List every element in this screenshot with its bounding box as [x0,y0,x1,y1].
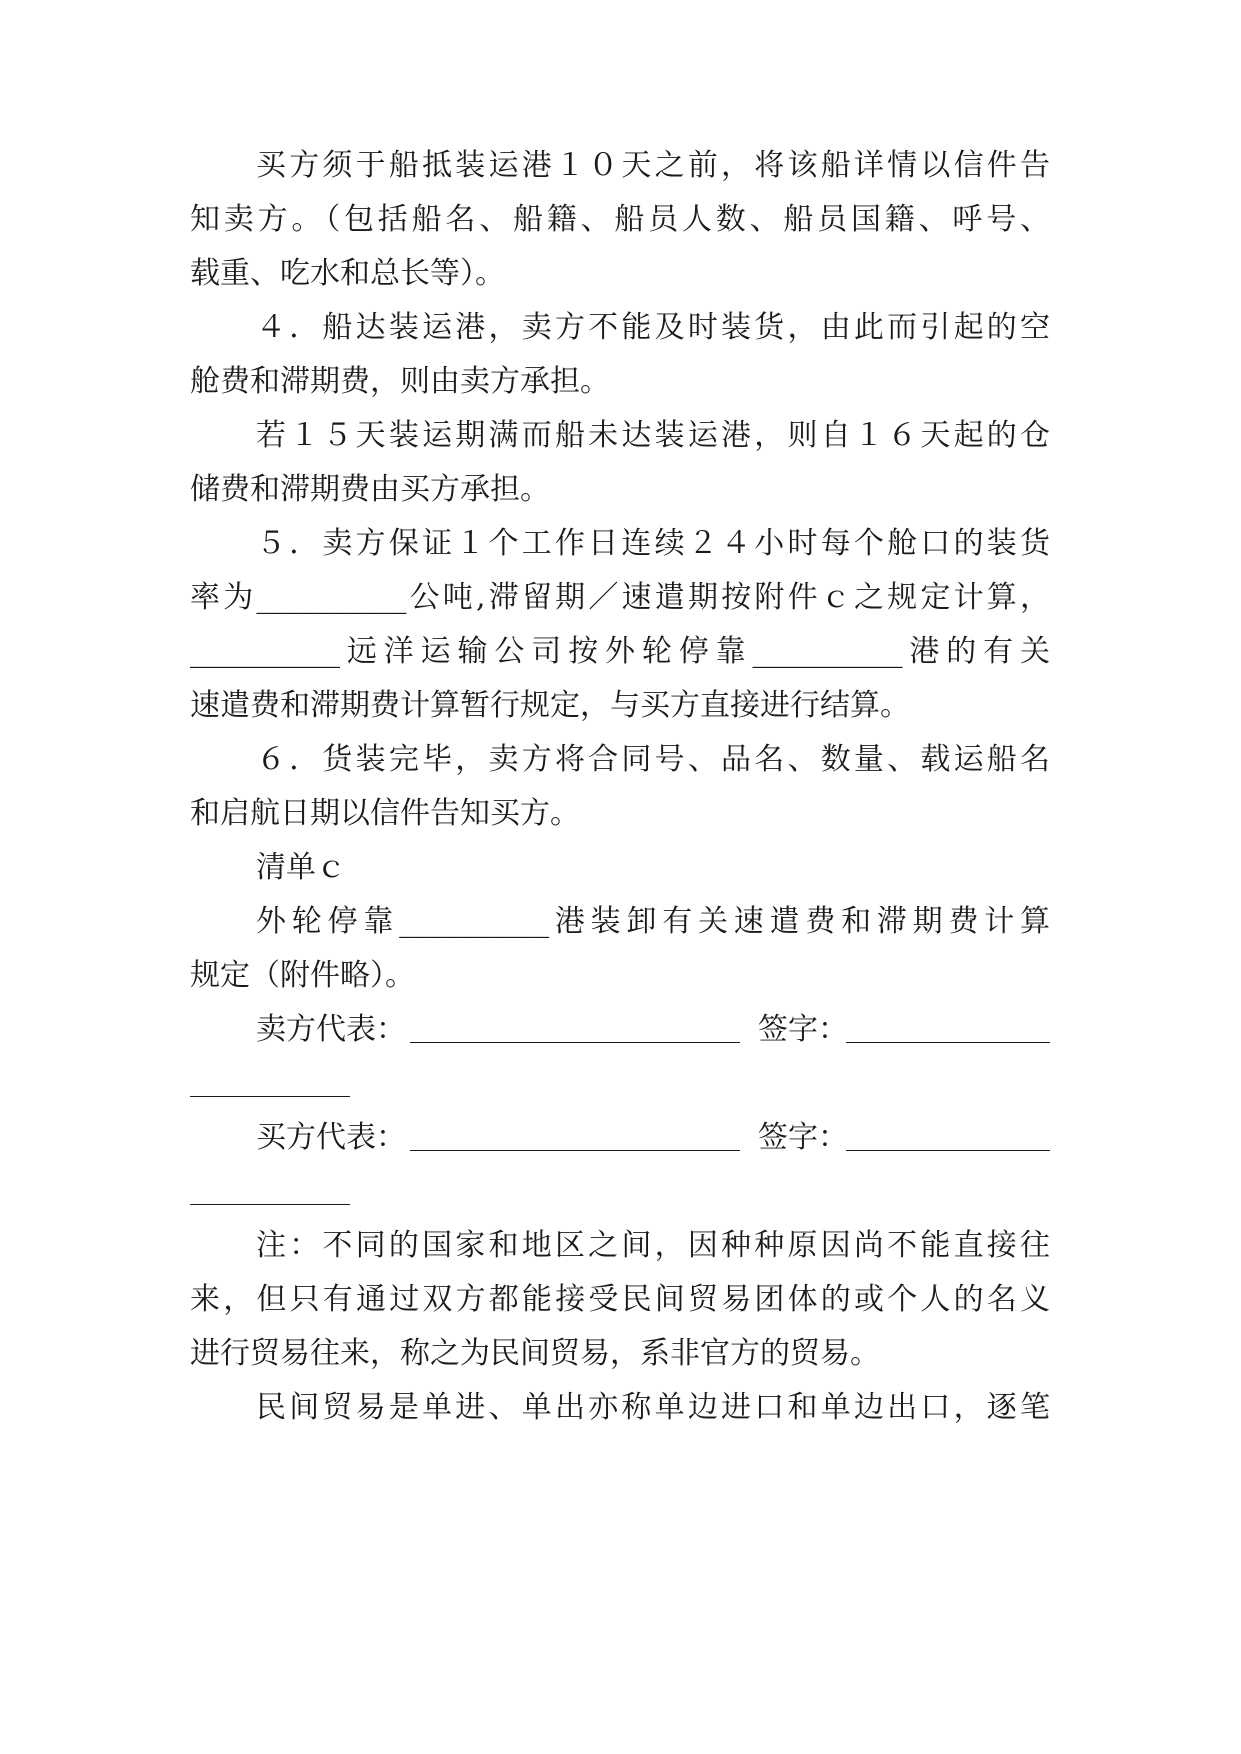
paragraph-line: 舱费和滞期费，则由卖方承担。 [190,364,610,399]
paragraph-line: 民间贸易是单进、单出亦称单边进口和单边出口，逐笔 [256,1390,1050,1425]
section-heading: 清单ｃ [256,850,346,885]
buyer-sign-blank-continued [190,1204,350,1205]
paragraph-line: 率为__________公吨,滞留期／速遣期按附件ｃ之规定计算， [190,580,1050,615]
seller-rep-blank [410,1042,740,1043]
paragraph-line: 和启航日期以信件告知买方。 [190,796,580,831]
buyer-rep-blank [410,1150,740,1151]
paragraph-line: 储费和滞期费由买方承担。 [190,472,550,507]
buyer-sign-label: 签字： [758,1120,848,1155]
paragraph-line: 若１５天装运期满而船未达装运港，则自１６天起的仓 [256,418,1050,453]
seller-sign-blank [846,1042,1050,1043]
paragraph-line: 速遣费和滞期费计算暂行规定，与买方直接进行结算。 [190,688,910,723]
paragraph-line: 知卖方。（包括船名、船籍、船员人数、船员国籍、呼号、 [190,202,1050,237]
buyer-sign-blank [846,1150,1050,1151]
note-line: 进行贸易往来，称之为民间贸易，系非官方的贸易。 [190,1336,880,1371]
seller-sign-blank-continued [190,1096,350,1097]
buyer-rep-label: 买方代表： [256,1120,406,1155]
paragraph-line: __________远洋运输公司按外轮停靠__________港的有关 [190,634,1050,669]
paragraph-line: 规定（附件略）。 [190,958,415,993]
paragraph-line: 载重、吃水和总长等）。 [190,256,505,291]
paragraph-line: ５．卖方保证１个工作日连续２４小时每个舱口的装货 [256,526,1050,561]
seller-sign-label: 签字： [758,1012,848,1047]
paragraph-line: 外轮停靠__________港装卸有关速遣费和滞期费计算 [256,904,1050,939]
note-line: 注：不同的国家和地区之间，因种种原因尚不能直接往 [256,1228,1050,1263]
paragraph-line: ６．货装完毕，卖方将合同号、品名、数量、载运船名 [256,742,1050,777]
paragraph-line: 买方须于船抵装运港１０天之前，将该船详情以信件告 [256,148,1050,183]
paragraph-line: ４．船达装运港，卖方不能及时装货，由此而引起的空 [256,310,1050,345]
note-line: 来，但只有通过双方都能接受民间贸易团体的或个人的名义 [190,1282,1050,1317]
seller-rep-label: 卖方代表： [256,1012,406,1047]
